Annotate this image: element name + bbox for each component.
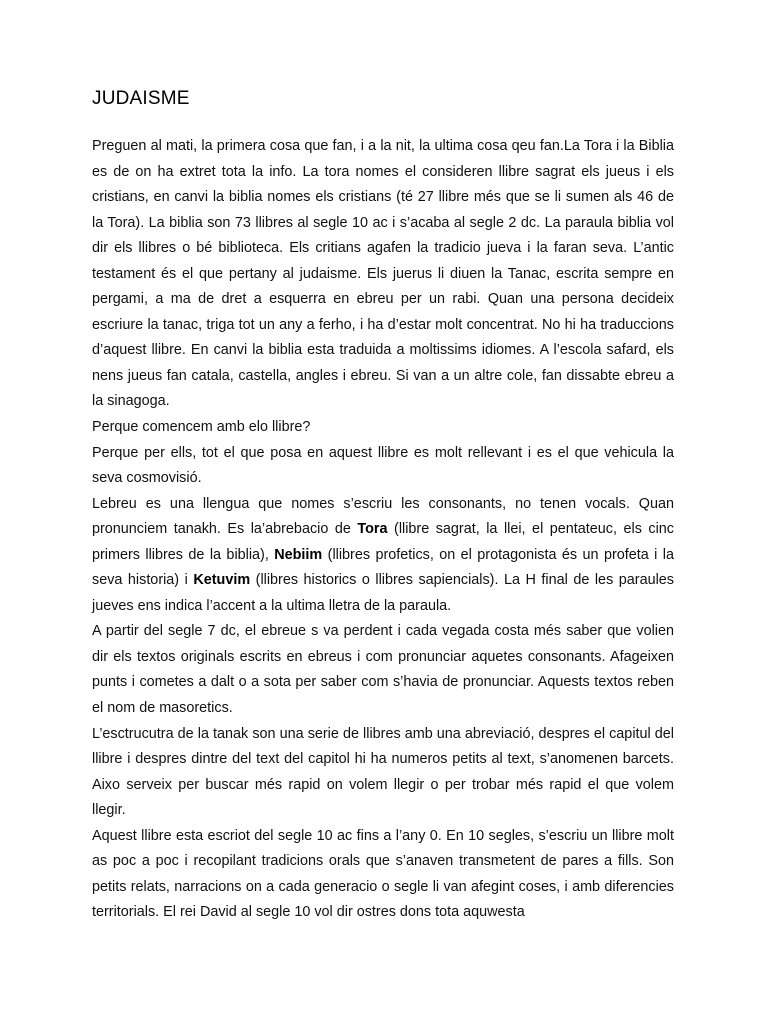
- paragraph-history: Aquest llibre esta escriot del segle 10 ac fins a l’any 0. En 10 segles, s’escriu un llibre molt as poc a poc i recopilant tradicions orals que s’anaven transmetent de pares a fills. Son petits relats, narracions on a cada generacio o segle li van afegint coses, i amb diferencies territorials. El rei David al segle 10 vol dir ostres dons tota aquwesta: [92, 827, 674, 921]
- tanakh-text-part-2: (llibre sagrat, la llei, el pentateuc, els cinc primers llibres de la biblia),: [92, 521, 675, 563]
- tanakh-text-part-3: (llibres profetics, on el protagonista és un profeta i la seva historia) i: [92, 546, 674, 589]
- term-ketuvim: Ketuvim: [193, 572, 251, 589]
- tanakh-text-part-4: (llibres historics o llibres sapiencials). La H final de les paraules jueves ens indica l’accent a la ultima lletra de la paraula.: [92, 572, 674, 614]
- tanakh-text-part-1: Lebreu es una llengua que nomes s’escriu les consonants, no tenen vocals. Quan pronunciem tanakh. Es la’abrebacio de: [92, 495, 674, 538]
- paragraph-question: Perque comencem amb elo llibre?: [92, 419, 311, 436]
- paragraph-structure: L’esctrucutra de la tanak son una serie de llibres amb una abreviació, despres el capitul del llibre i despres dintre del text del capitol hi ha numeros petits al text, s’anomenen barcets. Aixo serveix per buscar més rapid on volem llegir o per trobar més rapid el que volem llegir.: [92, 725, 674, 819]
- paragraph-prayer-and-bible: Preguen al mati, la primera cosa que fan, i a la nit, la ultima cosa qeu fan.La Tora i la Biblia es de on ha extret tota la info. La tora nomes el consideren llibre sagrat els jueus i els cristians, en canvi la biblia nomes els cristians (té 27 llibre més que se li sumen als 46 de la Tora). La biblia son 73 llibres al segle 10 ac i s’acaba al segle 2 dc. La paraula biblia vol dir els llibres o bé biblioteca. Els critians agafen la tradicio jueva i la faran seva. L’antic testament és el que pertany al judaisme. Els juerus li diuen la Tanac, escrita sempre en pergami, a ma de dret a esquerra en ebreu per un rabi. Quan una persona decideix escriure la tanac, triga tot un any a ferho, i ha d’estar molt concentrat. No hi ha traduccions d’aquest llibre. En canvi la biblia esta traduida a moltissims idiomes. A l’escola safard, els nens jueus fan catala, castella, angles i ebreu. Si van a un altre cole, fan dissabte ebreu a la sinagoga.: [92, 138, 674, 410]
- paragraph-masoretic: A partir del segle 7 dc, el ebreue s va perdent i cada vegada costa més saber que volien dir els textos originals escrits en ebreus i com pronunciar aquetes consonants. Afageixen punts i cometes a dalt o a sota per saber com s’havia de pronunciar. Aquests textos reben el nom de masoretics.: [92, 623, 674, 717]
- paragraph-answer: Perque per ells, tot el que posa en aquest llibre es molt rellevant i es el que vehicula la seva cosmovisió.: [92, 444, 674, 487]
- term-tora: Tora: [357, 521, 388, 538]
- document-body: [92, 134, 674, 926]
- document-title: JUDAISME: [92, 88, 190, 109]
- term-nebiim: Nebiim: [274, 546, 323, 563]
- paragraph-tanakh-acronym: [92, 492, 674, 620]
